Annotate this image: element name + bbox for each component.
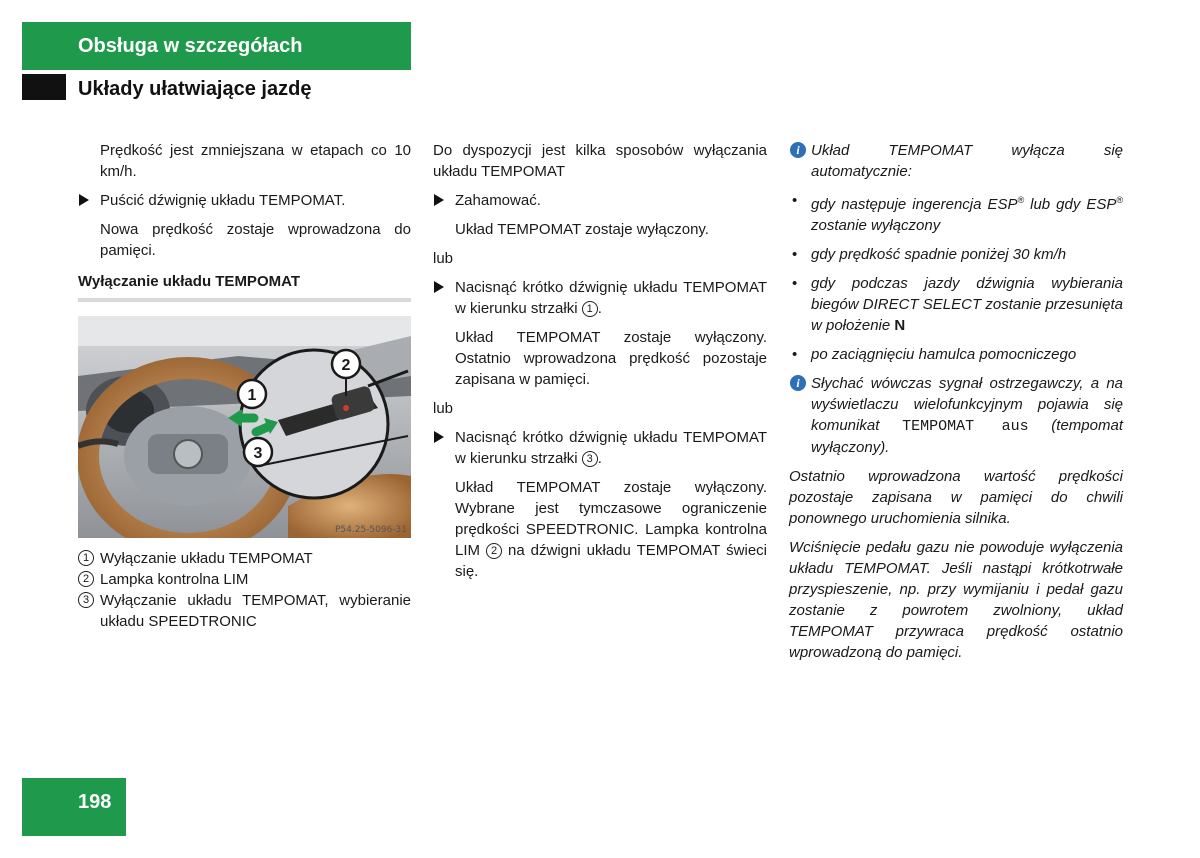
ref-number: 1 <box>582 301 598 317</box>
legend-item <box>78 590 411 632</box>
bullet-dot: • <box>792 246 798 263</box>
step-arrow-icon <box>434 281 444 293</box>
result-text: Układ TEMPOMAT zostaje wyłączony. Ostatnio wprowadzona prędkość pozostaje zapisana w pamięci. <box>455 329 767 388</box>
bullet-dot: • <box>792 275 798 292</box>
subsection-title: Układy ułatwiające jazdę <box>78 78 312 100</box>
registered-mark: ® <box>1116 195 1123 205</box>
or-text: lub <box>433 400 454 417</box>
bullet-text-a: gdy następuje ingerencja ESP <box>811 196 1018 213</box>
figure-label-2: 2 <box>341 357 351 374</box>
info-text-b: (tempomat wyłączony). <box>811 417 1123 456</box>
section-title <box>22 22 411 70</box>
step-push-lever-3: Nacisnąć krótko dźwignię układu TEMPOMAT w kierunku strzałki 3 . <box>433 427 767 469</box>
figure-legend <box>78 548 411 632</box>
column-1 <box>78 140 411 632</box>
figure-label-3: 3 <box>253 445 263 462</box>
gear-position: N <box>894 317 906 334</box>
legend-item <box>78 548 411 569</box>
step-text: Zahamować. <box>455 192 541 209</box>
figure-illustration <box>78 316 411 538</box>
legend-number: 2 <box>78 571 94 587</box>
step-release-lever <box>78 190 411 211</box>
bullet-text-b: lub gdy ESP <box>1024 196 1117 213</box>
tempomat-lever-figure <box>78 316 411 538</box>
bullet-parking-brake <box>789 344 1123 365</box>
bullet-text: po zaciągnięciu hamulca pomocniczego <box>811 346 1077 363</box>
paragraph-accelerator: Wciśnięcie pedału gazu nie powoduje wyłączenia układu TEMPOMAT. Jeśli nastąpi krótkotrwałe przyspieszenie, np. przy wymijaniu i pedał gazu zostanie z powrotem zwolniony, układ TEMPOMAT przywraca prędkość ostatnio wprowadzoną do pamięci. <box>789 539 1123 661</box>
result-text-a: Układ TEMPOMAT zostaje wyłączony. Wybrane jest tymczasowe ograniczenie prędkości SPEEDTRONIC. Lampka kontrolna LIM <box>455 479 767 559</box>
step-text: Nacisnąć krótko dźwignię układu TEMPOMAT w kierunku strzałki <box>455 279 767 317</box>
figure-label-1: 1 <box>247 387 257 404</box>
or-text: lub <box>433 250 454 267</box>
figure-code: P54.25-5096-31 <box>334 525 407 535</box>
step-text: Nacisnąć krótko dźwignię układu TEMPOMAT w kierunku strzałki <box>455 429 767 467</box>
bullet-text-c: zostanie wyłączony <box>811 217 941 234</box>
ref-number: 3 <box>582 451 598 467</box>
info-note-auto-off <box>789 140 1123 182</box>
heading-deactivation: Wyłączanie układu TEMPOMAT <box>78 273 300 290</box>
paragraph-new-speed: Nowa prędkość zostaje wprowadzona do pamięci. <box>100 221 411 259</box>
paragraph-speed-reduction: Prędkość jest zmniejszana w etapach co 10 km/h. <box>100 142 411 180</box>
column-3 <box>789 140 1123 671</box>
paragraph-intro: Do dyspozycji jest kilka sposobów wyłączania układu TEMPOMAT <box>433 142 767 180</box>
step-arrow-icon <box>79 194 89 206</box>
step-arrow-icon <box>434 194 444 206</box>
bullet-esp <box>789 190 1123 236</box>
info-text-a: Słychać wówczas sygnał ostrzegawczy, a na wyświetlaczu wielofunkcyjnym pojawia się komunikat <box>811 375 1123 434</box>
section-marker <box>22 74 66 100</box>
legend-text: Wyłączanie układu TEMPOMAT, wybieranie układu SPEEDTRONIC <box>100 592 411 630</box>
paragraph-memory: Ostatnio wprowadzona wartość prędkości pozostaje zapisana w pamięci do chwili ponownego uruchomienia silnika. <box>789 468 1123 527</box>
bullet-speed <box>789 244 1123 265</box>
bullet-dot: • <box>792 192 798 209</box>
result-text-b: na dźwigni układu TEMPOMAT świeci się. <box>455 542 767 580</box>
bullet-text: gdy podczas jazdy dźwignia wybierania biegów DIRECT SELECT zostanie przesunięta w położenie <box>811 275 1123 334</box>
result-text-speedtronic <box>433 477 767 582</box>
display-message: TEMPOMAT aus <box>902 418 1029 435</box>
legend-text: Wyłączanie układu TEMPOMAT <box>100 550 313 567</box>
bullet-gear-lever <box>789 273 1123 336</box>
info-icon: i <box>790 375 806 391</box>
column-2 <box>433 140 767 590</box>
bullet-dot: • <box>792 346 798 363</box>
legend-number: 3 <box>78 592 94 608</box>
info-note-warning <box>789 373 1123 458</box>
ref-number: 2 <box>486 543 502 559</box>
section-title-text: Obsługa w szczegółach <box>78 35 303 57</box>
page-number-text: 198 <box>78 791 112 813</box>
heading-rule <box>78 298 411 302</box>
page-number <box>22 778 126 836</box>
step-arrow-icon <box>434 431 444 443</box>
bullet-text: gdy prędkość spadnie poniżej 30 km/h <box>811 246 1067 263</box>
step-text: Puścić dźwignię układu TEMPOMAT. <box>100 192 346 209</box>
registered-mark: ® <box>1017 195 1025 205</box>
legend-number: 1 <box>78 550 94 566</box>
legend-item <box>78 569 411 590</box>
legend-text: Lampka kontrolna LIM <box>100 571 249 588</box>
result-text: Układ TEMPOMAT zostaje wyłączony. <box>455 221 709 238</box>
step-push-lever-1: Nacisnąć krótko dźwignię układu TEMPOMAT w kierunku strzałki 1 . <box>433 277 767 319</box>
step-brake <box>433 190 767 211</box>
info-text: Układ TEMPOMAT wyłącza się automatycznie: <box>811 142 1123 180</box>
info-icon: i <box>790 142 806 158</box>
